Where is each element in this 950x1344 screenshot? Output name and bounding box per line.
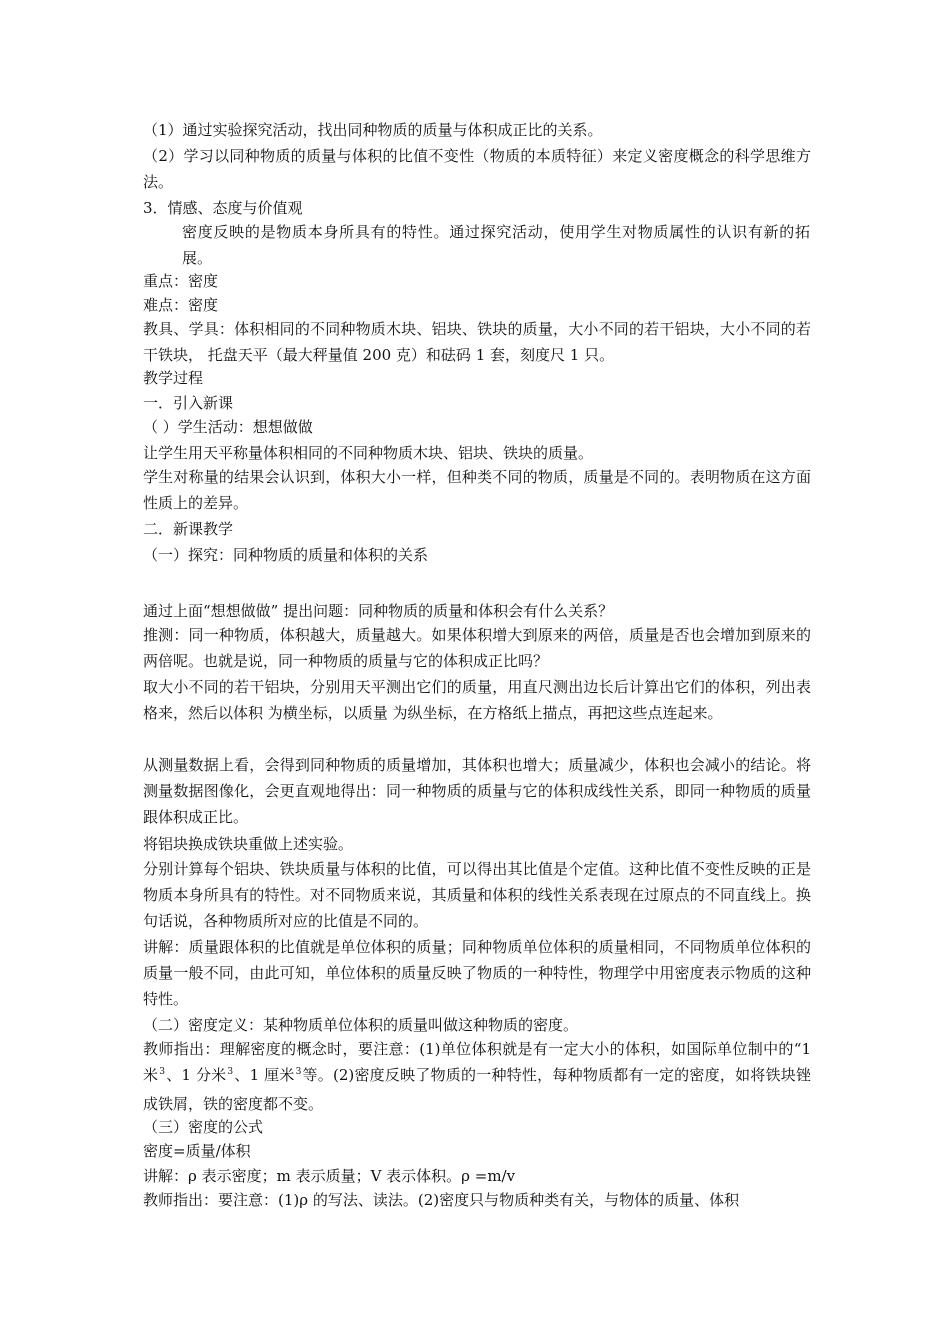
teacher-note-2: 教师指出：要注意：(1)ρ 的写法、读法。(2)密度只与物质种类有关，与物体的质量、体积 — [143, 1191, 740, 1209]
teacher-note-1-part-a: 教师指出：理解密度的概念时，要注意：(1)单位体积就是有一定大小的体积，如国际单位制中的“1 米 — [143, 1040, 811, 1084]
difficult-point: 难点：密度 — [143, 296, 219, 314]
explore-heading: （一）探究：同种物质的质量和体积的关系 — [143, 546, 429, 564]
symbols-explanation: 讲解：ρ 表示密度；m 表示质量；V 表示体积。ρ =m/v — [143, 1167, 516, 1185]
formula: 密度=质量/体积 — [143, 1142, 251, 1160]
superscript-3: 3 — [227, 1067, 234, 1077]
teacher-note-1-part-d: 等。(2)密度反映了物质的一种特性，每种物质都有一定的密度，如将铁块锉成铁屑，铁的密度都不变。 — [143, 1066, 811, 1113]
student-activity: （ ）学生活动：想想做做 — [143, 418, 313, 436]
section-1-heading: 一．引入新课 — [143, 394, 234, 412]
method-paragraph: 取大小不同的若干铝块，分别用天平测出它们的质量，用直尺测出边长后计算出它们的体积，列出表格来，然后以体积 为横坐标，以质量 为纵坐标，在方格纸上描点，再把这些点连起来。 — [143, 678, 811, 722]
formula-heading: （三）密度的公式 — [143, 1118, 264, 1136]
weigh-result: 学生对称量的结果会认识到，体积大小一样，但种类不同的物质，质量是不同的。表明物质在这方面性质上的差异。 — [143, 468, 811, 512]
section-2-heading: 二．新课教学 — [143, 520, 234, 538]
teacher-note-1 — [143, 1036, 811, 1117]
teacher-note-1-part-b: 、1 分米 — [165, 1066, 227, 1084]
key-point: 重点：密度 — [143, 272, 219, 290]
objective-1: （1）通过实验探究活动，找出同种物质的质量与体积成正比的关系。 — [143, 121, 603, 139]
superscript-3: 3 — [295, 1067, 302, 1077]
iron-experiment: 将铝块换成铁块重做上述实验。 — [143, 835, 354, 853]
objective-2: （2）学习以同种物质的质量与体积的比值不变性（物质的本质特征）来定义密度概念的科学思维方法。 — [143, 147, 811, 191]
teacher-note-1-part-c: 、1 厘米 — [234, 1066, 295, 1084]
superscript-3: 3 — [159, 1067, 165, 1077]
guess-paragraph: 推测：同一种物质，体积越大，质量越大。如果体积增大到原来的两倍，质量是否也会增加到原来的两倍呢。也就是说，同一种物质的质量与它的体积成正比吗？ — [143, 626, 811, 670]
weigh-instruction: 让学生用天平称量体积相同的不同种物质木块、铝块、铁块的质量。 — [143, 444, 594, 462]
data-conclusion-paragraph: 从测量数据上看，会得到同种物质的质量增加，其体积也增大；质量减少，体积也会减小的结论。将测量数据图像化，会更直观地得出：同一种物质的质量与它的体积成线性关系，即同一种物质的质量跟体积成正比。 — [143, 756, 811, 826]
teaching-tools: 教具、学具：体积相同的不同种物质木块、铝块、铁块的质量，大小不同的若干铝块，大小不同的若干铁块， 托盘天平（最大秤量值 200 克）和砝码 1 套，刻度尺 1 只。 — [143, 320, 811, 364]
question-paragraph: 通过上面“想想做做” 提出问题：同种物质的质量和体积会有什么关系？ — [143, 602, 614, 620]
attitude-paragraph: 密度反映的是物质本身所具有的特性。通过探究活动，使用学生对物质属性的认识有新的拓展。 — [182, 223, 810, 267]
teaching-process-heading: 教学过程 — [143, 369, 204, 387]
explain-paragraph: 讲解：质量跟体积的比值就是单位体积的质量；同种物质单位体积的质量相同，不同物质单位体积的质量一般不同，由此可知，单位体积的质量反映了物质的一种特性，物理学中用密度表示物质的这种特性。 — [143, 938, 811, 1008]
density-definition: （二）密度定义：某种物质单位体积的质量叫做这种物质的密度。 — [143, 1016, 579, 1034]
ratio-paragraph: 分别计算每个铝块、铁块质量与体积的比值，可以得出其比值是个定值。这种比值不变性反映的正是物质本身所具有的特性。对不同物质来说，其质量和体积的线性关系表现在过原点的不同直线上。换句话说，各种物质所对应的比值是不同的。 — [143, 860, 811, 930]
heading-attitude: 3．情感、态度与价值观 — [143, 199, 303, 217]
